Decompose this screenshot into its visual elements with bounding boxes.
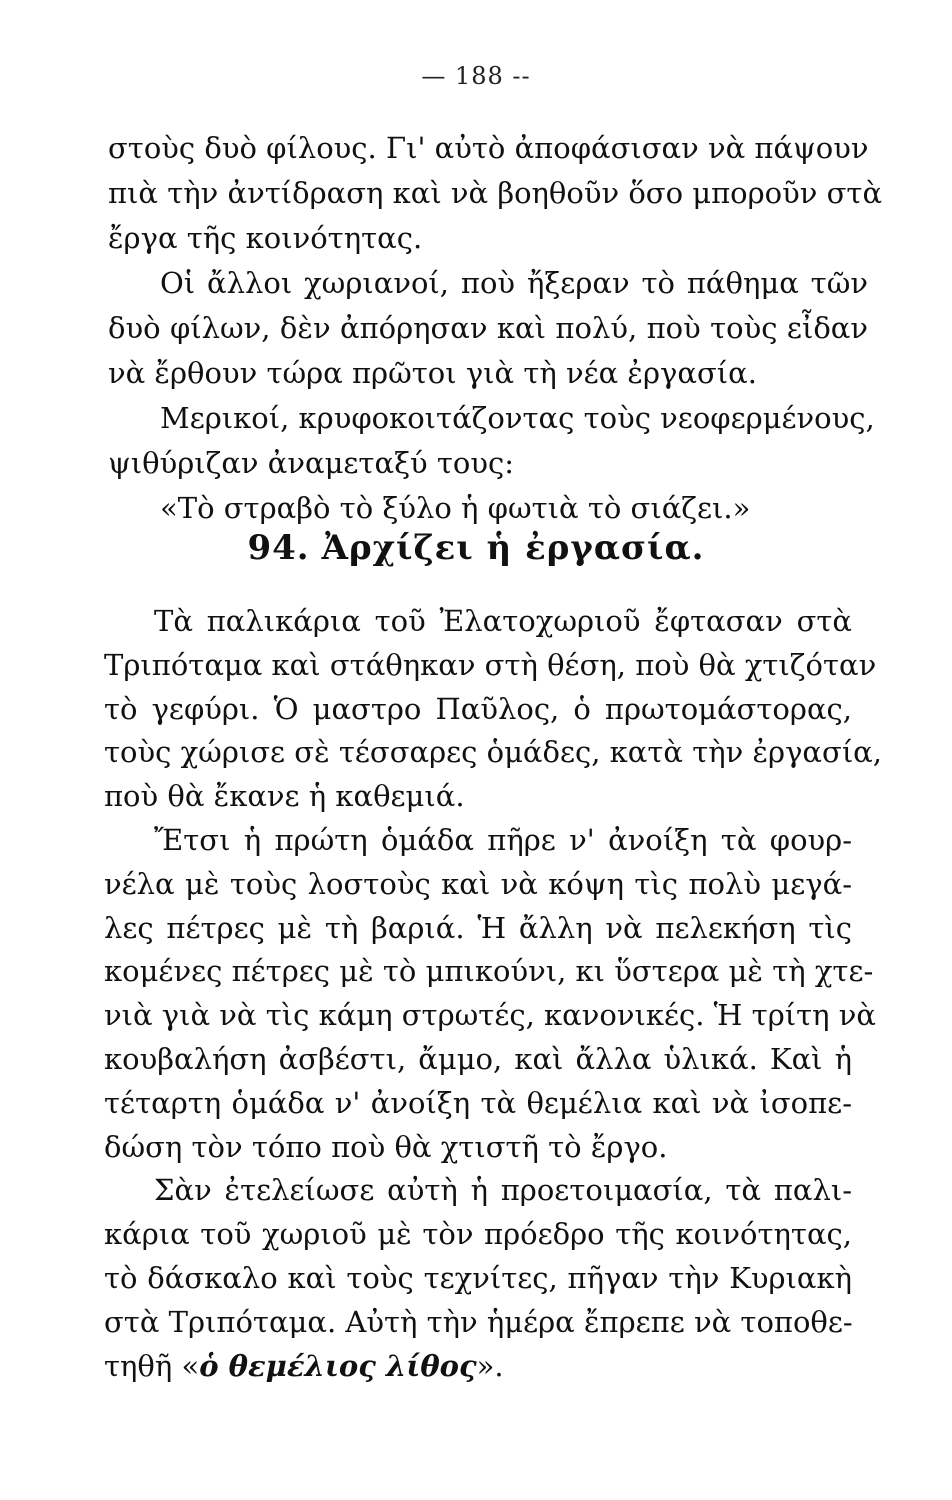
text-line: πιὰ τὴν ἀντίδραση καὶ νὰ βοηθοῦν ὅσο μποροῦν στὰ <box>108 176 883 210</box>
text-line: ἔργα τῆς κοινότητας. <box>108 221 423 255</box>
section-heading <box>0 528 952 568</box>
text-line: λες πέτρες μὲ τὴ βαριά. Ἡ ἄλλη νὰ πελεκήση τὶς <box>104 910 852 945</box>
text-line: ψιθύριζαν ἀναμεταξύ τους: <box>108 446 515 480</box>
text-line: τὸ γεφύρι. Ὁ μαστρο Παῦλος, ὁ πρωτομάστορας, <box>104 691 852 726</box>
text-line: νιὰ γιὰ νὰ τὶς κάμη στρωτές, κανονικές. Ἡ τρίτη νὰ <box>104 998 876 1033</box>
page-number: — 188 -- <box>421 62 531 90</box>
text-line: δώση τὸν τόπο ποὺ θὰ χτιστῆ τὸ ἔργο. <box>104 1129 668 1164</box>
section-title: Ἀρχίζει ἡ ἐργασία. <box>321 528 705 568</box>
text-line: Τὰ παλικάρια τοῦ Ἐλατοχωριοῦ ἔφτασαν στὰ <box>154 604 852 638</box>
text-line: κομένες πέτρες μὲ τὸ μπικούνι, κι ὕστερα μὲ τὴ χτε- <box>104 954 874 989</box>
section-2-text <box>104 600 882 1388</box>
section-number: 94. <box>247 528 310 568</box>
text-line: Ἔτσι ἡ πρώτη ὁμάδα πῆρε ν' ἀνοίξη τὰ φουρ- <box>154 822 852 857</box>
section-1-text <box>108 126 883 531</box>
foundation-stone-emphasis: ὁ θεμέλιος λίθος <box>199 1348 477 1383</box>
text-line: τὸ δάσκαλο καὶ τοὺς τεχνίτες, πῆγαν τὴν Κυριακὴ <box>104 1260 852 1295</box>
text-line: νὰ ἔρθουν τώρα πρῶτοι γιὰ τὴ νέα ἐργασία. <box>108 356 757 390</box>
final-line-suffix: ». <box>476 1348 504 1383</box>
text-line: Μερικοί, κρυφοκοιτάζοντας τοὺς νεοφερμένους, <box>160 401 875 435</box>
text-line-final <box>104 1345 852 1389</box>
text-line: δυὸ φίλων, δὲν ἀπόρησαν καὶ πολύ, ποὺ τοὺς εἶδαν <box>108 311 868 345</box>
text-line: κάρια τοῦ χωριοῦ μὲ τὸν πρόεδρο τῆς κοινότητας, <box>104 1217 852 1252</box>
text-line: κουβαλήση ἀσβέστι, ἄμμο, καὶ ἄλλα ὑλικά. Καὶ ἡ <box>104 1041 852 1076</box>
text-line: τέταρτη ὁμάδα ν' ἀνοίξη τὰ θεμέλια καὶ νὰ ἰσοπε- <box>104 1085 852 1120</box>
text-line: στὰ Τριπόταμα. Αὐτὴ τὴν ἡμέρα ἔπρεπε νὰ τοποθε- <box>104 1304 853 1339</box>
final-line-prefix: τηθῆ « <box>104 1348 200 1383</box>
text-line: Οἱ ἄλλοι χωριανοί, ποὺ ἤξεραν τὸ πάθημα τῶν <box>160 266 868 300</box>
text-line: νέλα μὲ τοὺς λοστοὺς καὶ νὰ κόψη τὶς πολὺ μεγά- <box>104 866 852 901</box>
quote-line: «Τὸ στραβὸ τὸ ξύλο ἡ φωτιὰ τὸ σιάζει.» <box>160 491 751 525</box>
text-line: τοὺς χώρισε σὲ τέσσαρες ὁμάδες, κατὰ τὴν ἐργασία, <box>104 735 882 770</box>
text-line: ποὺ θὰ ἔκανε ἡ καθεμιά. <box>104 779 465 814</box>
text-line: Σὰν ἐτελείωσε αὐτὴ ἡ προετοιμασία, τὰ παλι- <box>154 1173 852 1208</box>
text-line: Τριπόταμα καὶ στάθηκαν στὴ θέση, ποὺ θὰ χτιζόταν <box>104 647 877 682</box>
text-line: στοὺς δυὸ φίλους. Γι' αὐτὸ ἀποφάσισαν νὰ πάψουν <box>108 131 869 165</box>
